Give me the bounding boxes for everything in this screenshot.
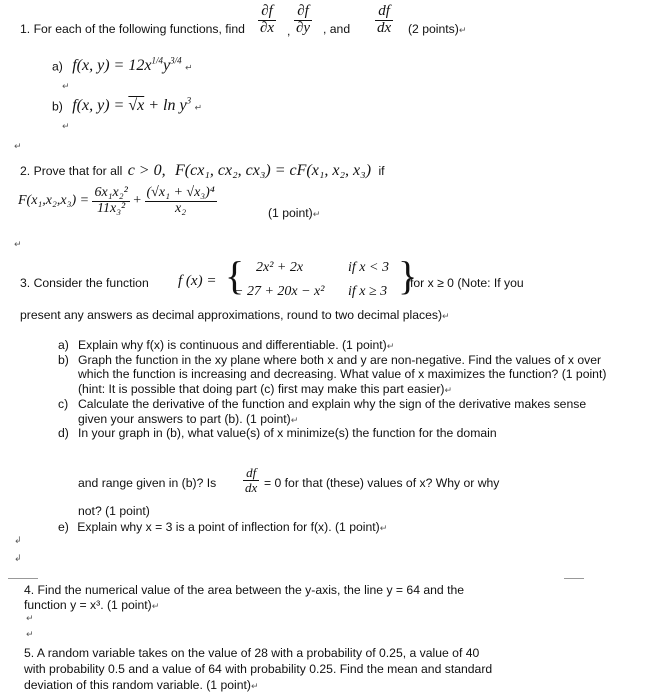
q2-identity: F(cx₁, cx₂, cx₃) = cF(x₁, x₂, x₃) bbox=[175, 162, 372, 179]
para-mark: ↲ bbox=[14, 554, 22, 564]
q3-part-d: d) In your graph in (b), what value(s) of x minimize(s) the function for the domain bbox=[58, 426, 497, 441]
q1-total-derivative: $\frac{df}{dx}$ bbox=[377, 3, 392, 36]
q3-domain-note: for x ≥ 0 (Note: If you bbox=[410, 276, 524, 290]
q1a-label: a) bbox=[52, 59, 63, 74]
q2-cond: c > 0, bbox=[127, 162, 166, 179]
q5-line2: with probability 0.5 and a value of 64 with probability 0.25. Find the mean and standard bbox=[24, 662, 493, 676]
q1-comma: , bbox=[287, 24, 291, 38]
q3-part-d-line3: not? (1 point) bbox=[78, 504, 150, 518]
section-divider-right bbox=[564, 578, 584, 579]
q3-text: Consider the function bbox=[33, 276, 149, 290]
q1-text: For each of the following functions, find bbox=[33, 22, 245, 36]
q1b: b) f(x, $y) = √x + \ln y^3$ ↵ bbox=[52, 96, 203, 115]
q3-left-brace: { bbox=[225, 253, 245, 298]
q3-part-d-derivative: $\frac{df}{dx}$ bbox=[245, 465, 258, 495]
q2-points: (1 point)↵ bbox=[268, 206, 321, 220]
q5-line1: 5. A random variable takes on the value of 28 with a probability of 0.25, a value of 40 bbox=[24, 646, 480, 660]
q2-frac1: $\frac{\text{6x₁x₂²}}{\text{11x₃²}}$ bbox=[94, 185, 128, 216]
para-mark: ↲ bbox=[14, 536, 22, 546]
q3-part-b: b) Graph the function in the xy plane where both x and y are non-negative. Find the values of x over which the function is increasing and decreasing. What value of x maximizes the function? (1 point) (hint: It is possible that doing part (c) first may make this part easier)↵ bbox=[58, 352, 607, 397]
para-mark: ↵ bbox=[14, 240, 22, 250]
q1-number: 1. bbox=[20, 22, 31, 36]
q1-partial-x: $\frac{\partial f}{\partial x}$ bbox=[260, 3, 275, 36]
q1b-label: b) bbox=[52, 99, 63, 114]
q3-fx: f (x) = bbox=[178, 273, 217, 289]
para-mark: ↵ bbox=[14, 142, 22, 152]
q3-case1-expr: 2x² + 2x bbox=[256, 260, 304, 275]
q3-case2-expr: − 27 + 20x − x² bbox=[234, 284, 325, 299]
section-divider-left bbox=[8, 578, 38, 579]
q1-line bbox=[20, 22, 245, 36]
q1-and: , and bbox=[323, 22, 351, 36]
para-mark: ↵ bbox=[26, 614, 34, 624]
q2-lhs: F(x₁,x₂,x₃) = bbox=[18, 193, 90, 209]
q3-part-a: a) Explain why f(x) is continuous and differentiable. (1 point)↵ bbox=[58, 338, 395, 352]
q4-line1: 4. Find the numerical value of the area between the y-axis, the line y = 64 and the bbox=[24, 583, 465, 597]
q1a: a) f(x, $y) = 12x^{1/4}y^{3/4}$ ↵ bbox=[52, 56, 193, 75]
q3-case1-cond: if x < 3 bbox=[348, 260, 389, 275]
q3-line2: present any answers as decimal approximations, round to two decimal places)↵ bbox=[20, 308, 450, 322]
q3-part-d-line2-post: = 0 for that (these) values of x? Why or why bbox=[264, 476, 500, 490]
q2-text: Prove that for all bbox=[33, 164, 123, 178]
q5-line3: deviation of this random variable. (1 point)↵ bbox=[24, 678, 259, 692]
q3-part-c: c) Calculate the derivative of the function and explain why the sign of the derivative makes sense given your answers to part (b). (1 point)↵ bbox=[58, 396, 587, 426]
q1b-expr: f(x, $y) = √x + \ln y^3$ bbox=[72, 96, 192, 115]
q3-number: 3. bbox=[20, 276, 31, 290]
para-mark: ↵ bbox=[26, 630, 34, 640]
para-mark: ↵ bbox=[62, 122, 70, 132]
q3-right-brace: } bbox=[398, 253, 418, 298]
para-mark: ↵ bbox=[62, 82, 70, 92]
q3-part-e: e) Explain why x = 3 is a point of inflection for f(x). (1 point)↵ bbox=[58, 520, 388, 534]
q1a-expr: f(x, $y) = 12x^{1/4}y^{3/4}$ bbox=[72, 56, 182, 75]
q2-frac2: $\frac{\text{(√x₁ + √x₃)⁴}}{\text{x₂}}$ bbox=[146, 185, 215, 216]
q2-if: if bbox=[378, 164, 385, 178]
q4-line2: function y = x³. (1 point)↵ bbox=[24, 598, 160, 612]
q1-partial-y: $\frac{\partial f}{\partial y}$ bbox=[296, 3, 311, 36]
q3-part-d-line2: and range given in (b)? Is bbox=[78, 476, 217, 490]
q3-line bbox=[20, 276, 149, 290]
q1-points: (2 points)↵ bbox=[408, 22, 467, 36]
q2-number: 2. bbox=[20, 164, 31, 178]
q3-case2-cond: if x ≥ 3 bbox=[348, 284, 388, 299]
q2-formula: F(x₁,x₂,x₃) = $\frac{\text{6x₁x₂²}}{\text{11x₃²}}$ + $\frac{\text{(√x₁ + √x₃)⁴}}{\text{x₂}}$ bbox=[18, 185, 215, 216]
q2-line bbox=[20, 162, 385, 180]
q3-parts-list bbox=[58, 338, 618, 441]
